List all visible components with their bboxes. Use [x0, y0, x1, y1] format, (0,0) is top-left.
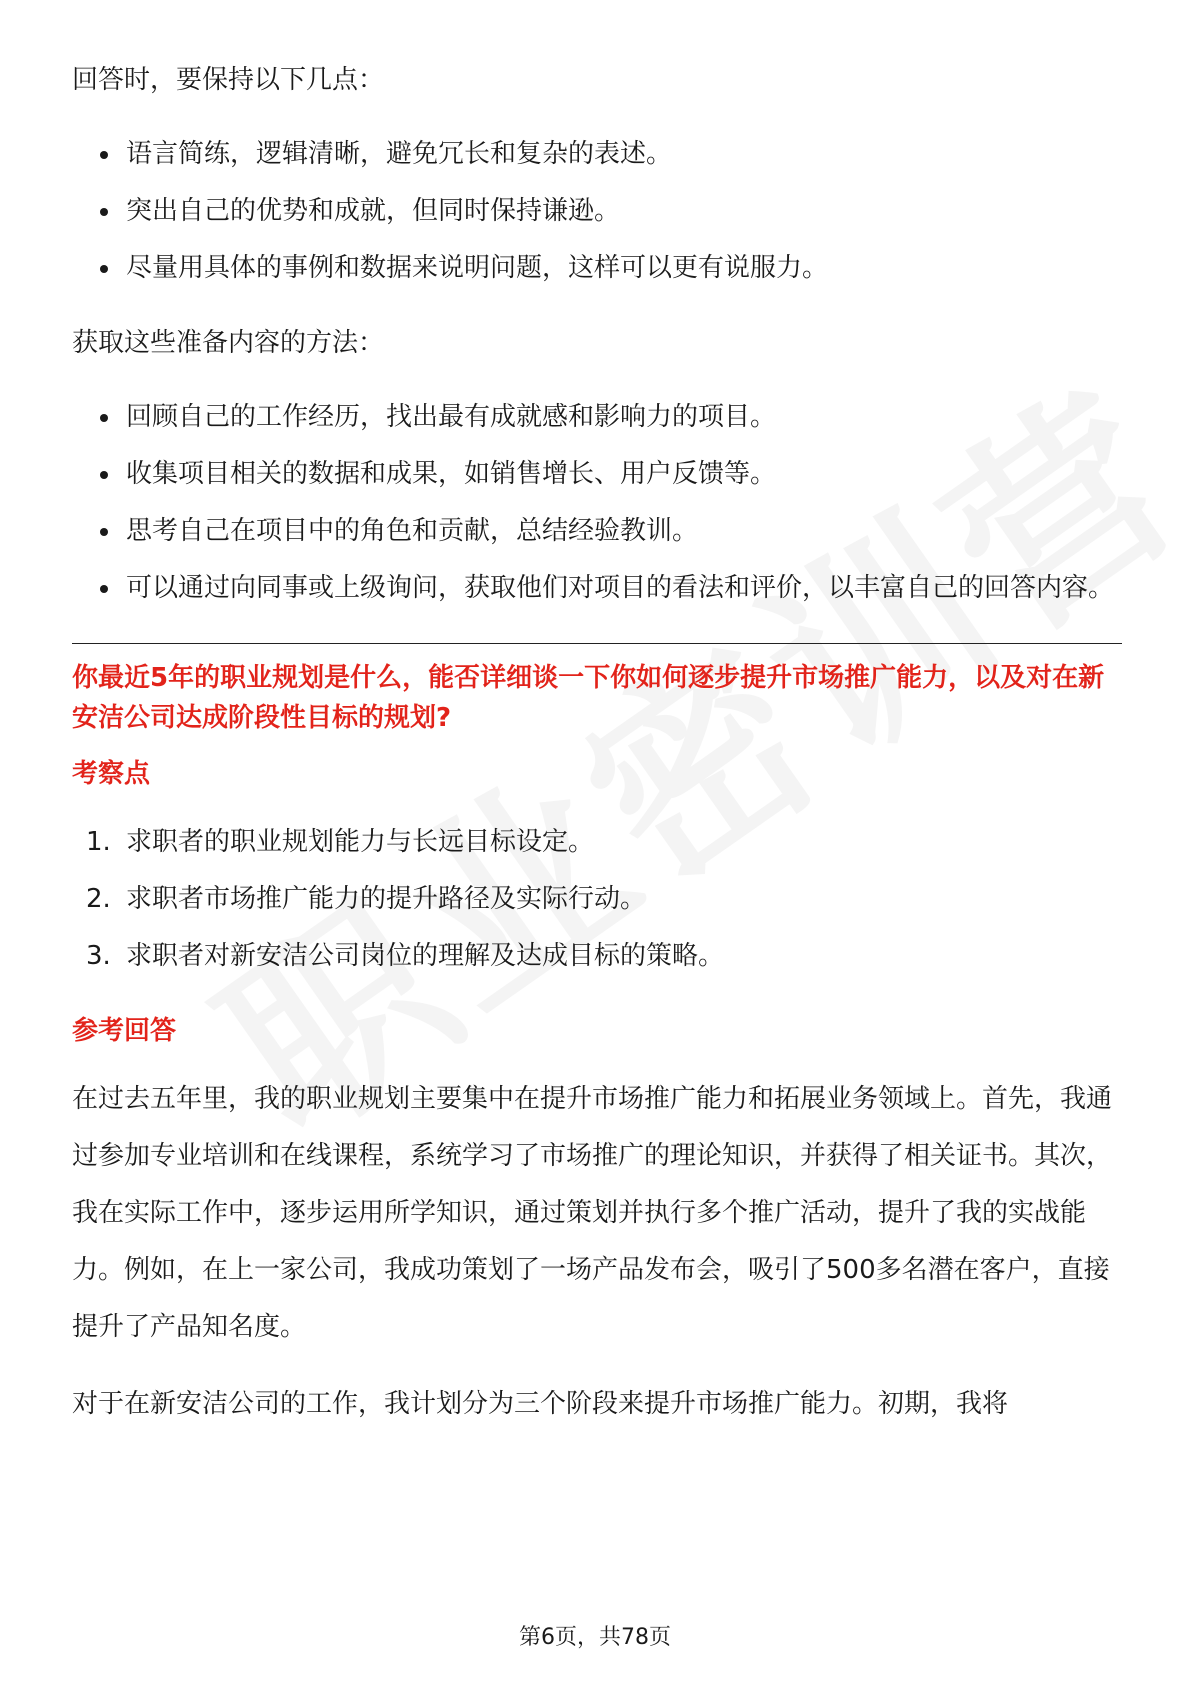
- section-divider: [72, 643, 1122, 644]
- list-item: 收集项目相关的数据和成果，如销售增长、用户反馈等。: [72, 446, 1122, 503]
- list-number: 3.: [86, 941, 111, 971]
- list-item: 回顾自己的工作经历，找出最有成就感和影响力的项目。: [72, 389, 1122, 446]
- interview-question: 你最近5年的职业规划是什么，能否详细谈一下你如何逐步提升市场推广能力，以及对在新安洁公司达成阶段性目标的规划?: [72, 663, 1105, 733]
- methods-list: [72, 389, 1122, 617]
- list-item: 尽量用具体的事例和数据来说明问题，这样可以更有说服力。: [72, 240, 1122, 297]
- page-footer: 第6页，共78页: [519, 1625, 671, 1650]
- answer-paragraph: 在过去五年里，我的职业规划主要集中在提升市场推广能力和拓展业务领域上。首先，我通过参加专业培训和在线课程，系统学习了市场推广的理论知识，并获得了相关证书。其次，我在实际工作中，逐步运用所学知识，通过策划并执行多个推广活动，提升了我的实战能力。例如，在上一家公司，我成功策划了一场产品发布会，吸引了500多名潜在客户，直接提升了产品知名度。: [72, 1084, 1113, 1342]
- list-item-text: 求职者的职业规划能力与长远目标设定。: [126, 827, 595, 857]
- focus-title: 考察点: [72, 759, 151, 789]
- document-page: [72, 60, 1122, 1453]
- methods-heading: 获取这些准备内容的方法：: [72, 328, 385, 358]
- list-number: 1.: [86, 827, 111, 857]
- focus-points-list: [72, 814, 1122, 985]
- list-item: [72, 928, 1122, 985]
- intro-points-heading: 回答时，要保持以下几点：: [72, 65, 385, 95]
- answer-title: 参考回答: [72, 1016, 177, 1046]
- intro-points-list: [72, 126, 1122, 297]
- list-item: 可以通过向同事或上级询问，获取他们对项目的看法和评价，以丰富自己的回答内容。: [72, 560, 1122, 617]
- list-item-text: 求职者对新安洁公司岗位的理解及达成目标的策略。: [126, 941, 725, 971]
- list-item: 突出自己的优势和成就，但同时保持谦逊。: [72, 183, 1122, 240]
- list-item: 语言简练，逻辑清晰，避免冗长和复杂的表述。: [72, 126, 1122, 183]
- list-item: [72, 871, 1122, 928]
- list-number: 2.: [86, 884, 111, 914]
- answer-paragraph: 对于在新安洁公司的工作，我计划分为三个阶段来提升市场推广能力。初期，我将: [72, 1389, 1009, 1419]
- list-item: 思考自己在项目中的角色和贡献，总结经验教训。: [72, 503, 1122, 560]
- list-item-text: 求职者市场推广能力的提升路径及实际行动。: [126, 884, 647, 914]
- list-item: [72, 814, 1122, 871]
